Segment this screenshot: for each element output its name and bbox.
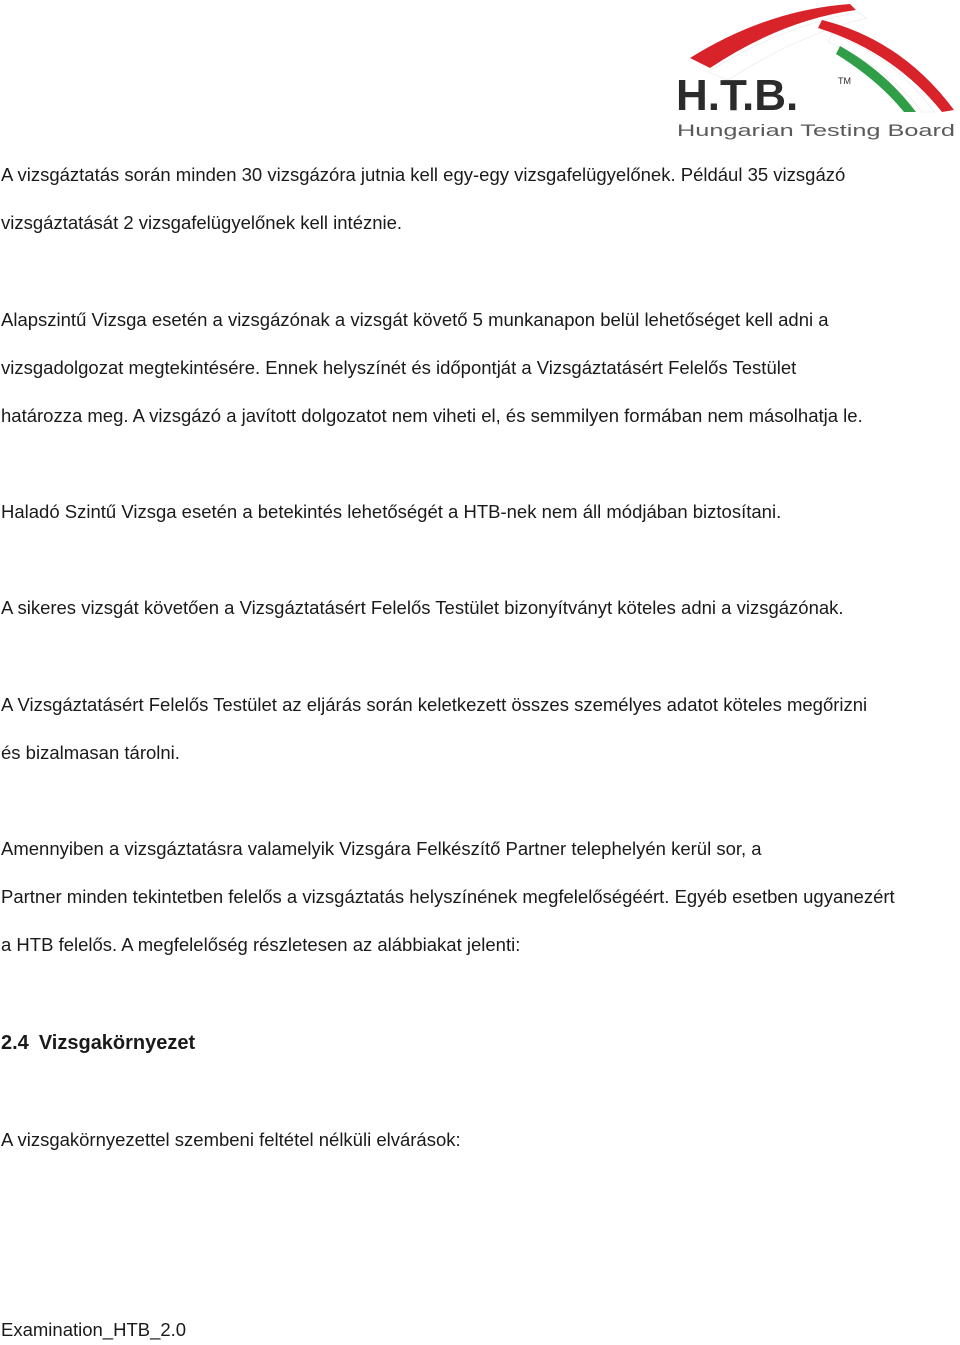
htb-logo-graphic (672, 0, 960, 145)
paragraph-1 (1, 151, 951, 247)
section-title: Vizsgakörnyezet (38, 1032, 196, 1054)
paragraph-line: Alapszintű Vizsga esetén a vizsgázónak a vizsgát követő 5 munkanapon belül lehetőséget kell adni a (1, 309, 829, 330)
paragraph-7 (1, 1116, 951, 1164)
paragraph-line: Partner minden tekintetben felelős a vizsgáztatás helyszínének megfelelőségéért. Egyéb esetben ugyanezért (1, 886, 895, 907)
htb-logo (672, 0, 960, 145)
paragraph-line: A vizsgáztatás során minden 30 vizsgázóra jutnia kell egy-egy vizsgafelügyelőnek. Például 35 vizsgázó (1, 164, 846, 185)
paragraph-line: Haladó Szintű Vizsga esetén a betekintés lehetőségét a HTB-nek nem áll módjában biztosítani. (1, 501, 782, 522)
paragraph-6 (1, 825, 951, 969)
paragraph-line: vizsgáztatását 2 vizsgafelügyelőnek kell intéznie. (1, 212, 403, 233)
paragraph-4 (1, 584, 951, 632)
paragraph-2 (1, 296, 951, 440)
paragraph-line: határozza meg. A vizsgázó a javított dolgozatot nem viheti el, és semmilyen formában nem másolhatja le. (1, 405, 863, 426)
paragraph-line: A Vizsgáztatásért Felelős Testület az eljárás során keletkezett összes személyes adatot köteles megőrizni (1, 694, 868, 715)
logo-mark: H.T.B. (676, 71, 799, 120)
paragraph-line: Amennyiben a vizsgáztatásra valamelyik Vizsgára Felkészítő Partner telephelyén kerül sor, a (1, 838, 762, 859)
paragraph-line: és bizalmasan tárolni. (1, 742, 180, 763)
paragraph-line: a HTB felelős. A megfelelőség részletesen az alábbiakat jelenti: (1, 934, 521, 955)
paragraph-line: A sikeres vizsgát követően a Vizsgáztatásért Felelős Testület bizonyítványt köteles adni a vizsgázónak. (1, 597, 844, 618)
paragraph-line: vizsgadolgozat megtekintésére. Ennek helyszínét és időpontját a Vizsgáztatásért Felelős Testület (1, 357, 797, 378)
logo-tagline: Hungarian Testing Board (677, 121, 955, 140)
section-heading (1, 1027, 195, 1059)
paragraph-line: A vizsgakörnyezettel szembeni feltétel nélküli elvárások: (1, 1129, 461, 1150)
paragraph-3 (1, 488, 951, 536)
footer-doc-id: Examination_HTB_2.0 (1, 1319, 187, 1340)
paragraph-5 (1, 681, 951, 777)
logo-trademark: TM (838, 76, 851, 86)
section-number: 2.4 (1, 1032, 29, 1054)
